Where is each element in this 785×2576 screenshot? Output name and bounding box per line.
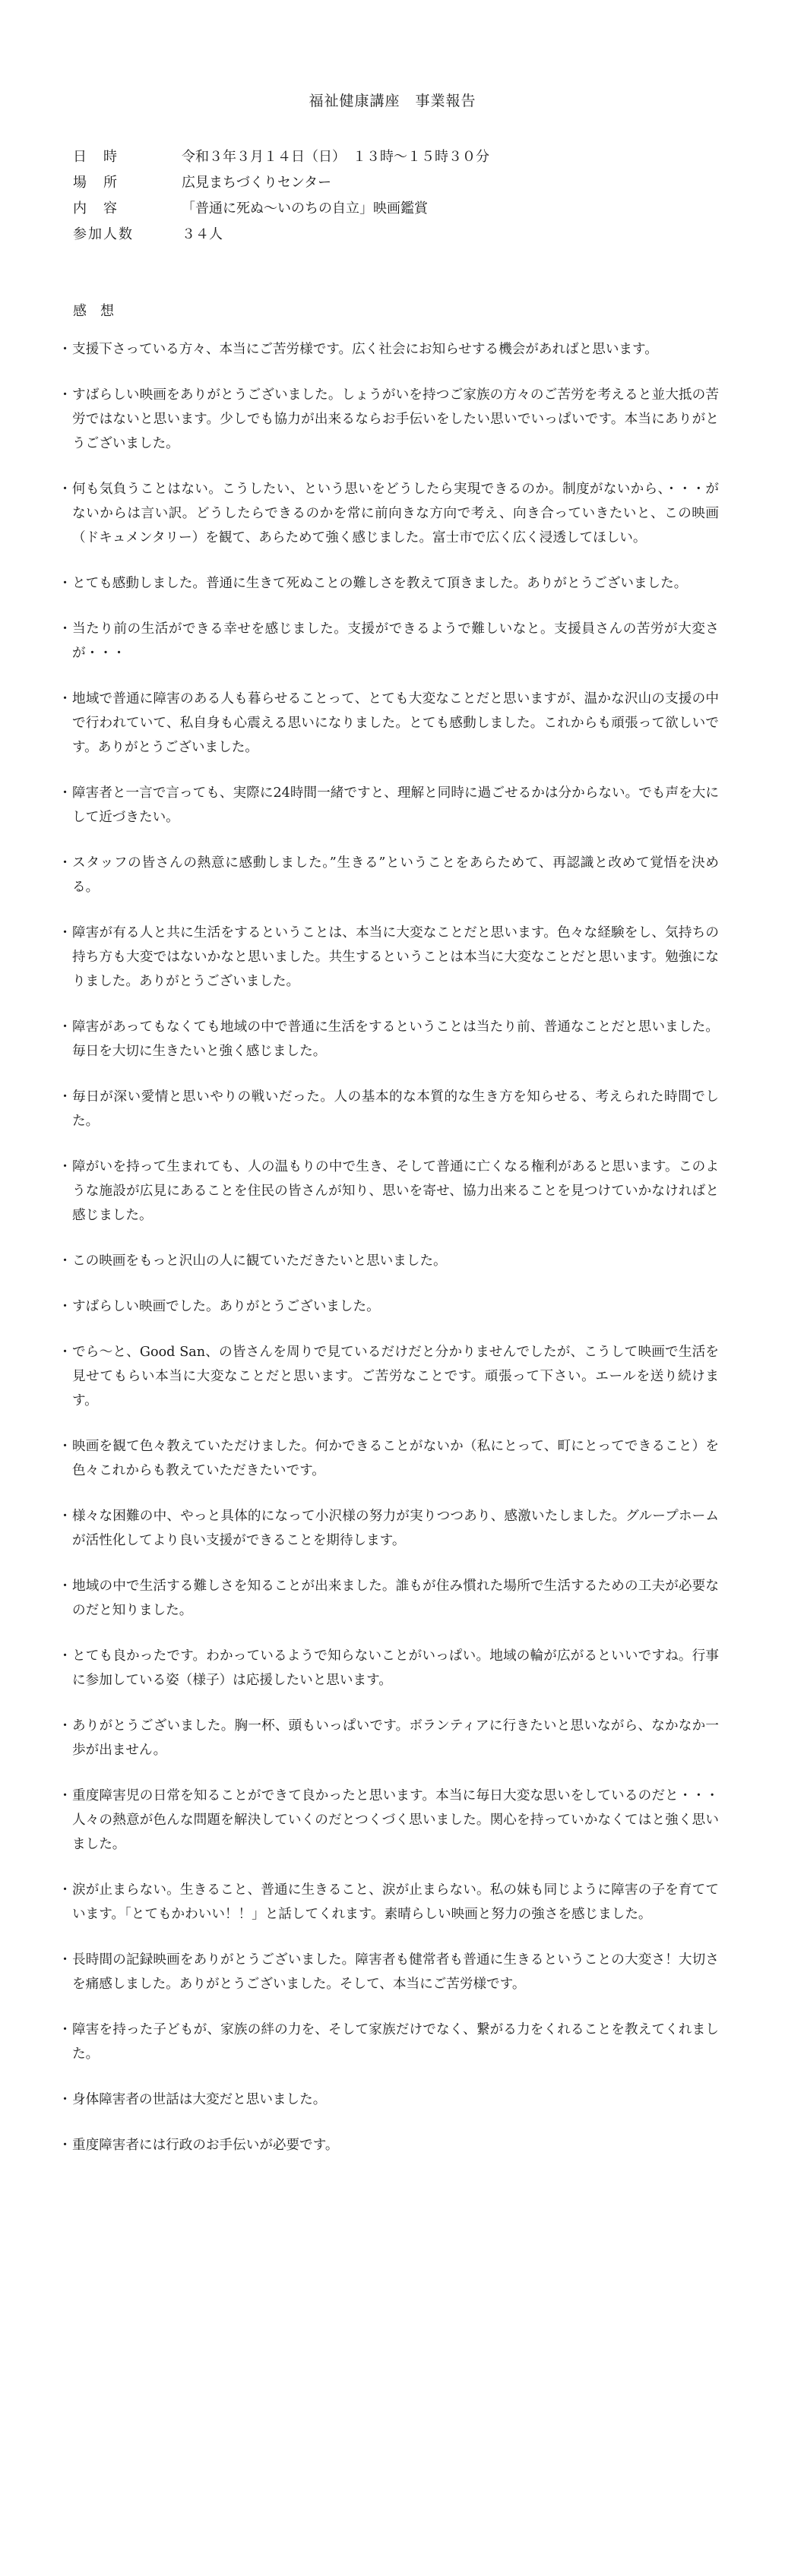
comment-item <box>58 1085 719 1133</box>
comment-item <box>58 383 719 456</box>
bullet-mark: ・ <box>58 1579 72 1594</box>
bullet-mark: ・ <box>58 1253 72 1269</box>
comment-item <box>58 687 719 760</box>
bullet-mark: ・ <box>58 621 72 637</box>
comment-list <box>58 337 719 2179</box>
bullet-mark: ・ <box>58 1299 72 1314</box>
bullet-mark: ・ <box>58 1089 72 1105</box>
comment-text: 様々な困難の中、やっと具体的になって小沢様の努力が実りつつあり、感激いたしました。グループホームが活性化してより良い支援ができることを期待します。 <box>72 1509 719 1548</box>
bullet-mark: ・ <box>58 1345 72 1360</box>
bullet-mark: ・ <box>58 1439 72 1454</box>
comment-text: 地域で普通に障害のある人も暮らせることって、とても大変なことだと思いますが、温かな沢山の支援の中で行われていて、私自身も心震える思いになりました。とても感動しました。これからも頑張って欲しいです。ありがとうございました。 <box>72 691 719 755</box>
comment-text: 障害があってもなくても地域の中で普通に生活をするということは当たり前、普通なことだと思いました。毎日を大切に生きたいと強く感じました。 <box>72 1019 719 1059</box>
place-label: 場 所 <box>73 175 119 191</box>
comment-text: 長時間の記録映画をありがとうございました。障害者も健常者も普通に生きるということの大変さ！大切さを痛感しました。ありがとうございました。そして、本当にご苦労様です。 <box>72 1952 719 1992</box>
comment-text: 支援下さっている方々、本当にご苦労様です。広く社会にお知らせする機会があればと思います。 <box>72 342 658 357</box>
event-info <box>73 144 489 248</box>
info-row-place <box>73 170 489 196</box>
bullet-mark: ・ <box>58 925 72 940</box>
bullet-mark: ・ <box>58 387 72 403</box>
comment-text: 身体障害者の世話は大変だと思いました。 <box>72 2092 327 2107</box>
bullet-mark: ・ <box>58 342 72 357</box>
comment-text: スタッフの皆さんの熱意に感動しました。”生きる”ということをあらためて、再認識と改めて覚悟を決める。 <box>72 855 719 895</box>
comment-item <box>58 2018 719 2066</box>
info-row-content <box>73 196 489 222</box>
comment-item <box>58 477 719 550</box>
bullet-mark: ・ <box>58 2022 72 2037</box>
comment-text: 映画を観て色々教えていただけました。何かできることがないか（私にとって、町にとってできること）を色々これからも教えていただきたいです。 <box>72 1439 719 1478</box>
comment-text: 障害を持った子どもが、家族の絆の力を、そして家族だけでなく、繋がる力をくれることを教えてくれました。 <box>72 2022 719 2062</box>
comment-text: 何も気負うことはない。こうしたい、という思いをどうしたら実現できるのか。制度がないから、・・・がないからは言い訳。どうしたらできるのかを常に前向きな方向で考え、向き合っていきたいと、この映画（ドキュメンタリー）を観て、あらためて強く感じました。富士市で広く広く浸透してほしい。 <box>72 482 719 545</box>
bullet-mark: ・ <box>58 2092 72 2107</box>
comment-item <box>58 571 719 596</box>
bullet-mark: ・ <box>58 1648 72 1664</box>
bullet-mark: ・ <box>58 1788 72 1803</box>
comment-text: 涙が止まらない。生きること、普通に生きること、涙が止まらない。私の妹も同じように障害の子を育てています。「とてもかわいい！！」と話してくれます。素晴らしい映画と努力の強さを感じました。 <box>72 1882 719 1922</box>
place-value: 広見まちづくりセンター <box>182 175 332 191</box>
report-title: 福祉健康講座 事業報告 <box>309 93 476 109</box>
bullet-mark: ・ <box>58 2138 72 2153</box>
content-label: 内 容 <box>73 201 119 217</box>
bullet-mark: ・ <box>58 1509 72 1524</box>
comment-item <box>58 1784 719 1857</box>
bullet-mark: ・ <box>58 482 72 497</box>
comment-item <box>58 1644 719 1693</box>
bullet-mark: ・ <box>58 691 72 706</box>
comment-text: 障害者と一言で言っても、実際に24時間一緒ですと、理解と同時に過ごせるかは分からない。でも声を大にして近づきたい。 <box>72 785 719 825</box>
attendance-value: ３４人 <box>182 226 223 242</box>
comment-text: 地域の中で生活する難しさを知ることが出来ました。誰もが住み慣れた場所で生活するための工夫が必要なのだと知りました。 <box>72 1579 719 1618</box>
comment-item <box>58 1249 719 1273</box>
bullet-mark: ・ <box>58 785 72 801</box>
comment-item <box>58 1340 719 1413</box>
comment-text: でら～と、Good San、の皆さんを周りで見ているだけだと分かりませんでしたが、こうして映画で生活を見せてもらい本当に大変なことだと思います。ご苦労なことです。頑張って下さい。エールを送り続けます。 <box>72 1345 719 1408</box>
comment-item <box>58 1155 719 1228</box>
comment-item <box>58 2088 719 2112</box>
impressions-heading: 感想 <box>73 303 128 319</box>
bullet-mark: ・ <box>58 855 72 871</box>
comment-item <box>58 781 719 830</box>
comment-item <box>58 851 719 899</box>
comment-item <box>58 1878 719 1926</box>
comment-text: ありがとうございました。胸一杯、頭もいっぱいです。ボランティアに行きたいと思いながら、なかなか一歩が出ません。 <box>72 1718 719 1758</box>
comment-text: とても良かったです。わかっているようで知らないことがいっぱい。地域の輪が広がるといいですね。行事に参加している姿（様子）は応援したいと思います。 <box>72 1648 719 1688</box>
comment-item <box>58 1434 719 1483</box>
bullet-mark: ・ <box>58 1159 72 1174</box>
info-row-datetime <box>73 144 489 170</box>
comment-text: 重度障害児の日常を知ることができて良かったと思います。本当に毎日大変な思いをしているのだと・・・人々の熱意が色んな問題を解決していくのだとつくづく思いました。関心を持っていかなくてはと強く思いました。 <box>72 1788 719 1852</box>
content-value: 「普通に死ぬ～いのちの自立」映画鑑賞 <box>182 201 428 217</box>
bullet-mark: ・ <box>58 1952 72 1968</box>
comment-item <box>58 1294 719 1319</box>
comment-text: 当たり前の生活ができる幸せを感じました。支援ができるようで難しいなと。支援員さんの苦労が大変さが・・・ <box>72 621 719 661</box>
comment-item <box>58 2133 719 2157</box>
comment-text: 障がいを持って生まれても、人の温もりの中で生き、そして普通に亡くなる権利があると思います。このような施設が広見にあることを住民の皆さんが知り、思いを寄せ、協力出来ることを見つけていかなければと感じました。 <box>72 1159 719 1223</box>
comment-item <box>58 921 719 994</box>
comment-text: 障害が有る人と共に生活をするということは、本当に大変なことだと思います。色々な経験をし、気持ちの持ち方も大変ではないかなと思いました。共生するということは本当に大変なことだと思います。勉強になりました。ありがとうございました。 <box>72 925 719 989</box>
comment-text: とても感動しました。普通に生きて死ぬことの難しさを教えて頂きました。ありがとうございました。 <box>72 576 688 591</box>
comment-text: 重度障害者には行政のお手伝いが必要です。 <box>72 2138 339 2153</box>
bullet-mark: ・ <box>58 1019 72 1035</box>
comment-item <box>58 1948 719 1996</box>
datetime-label: 日 時 <box>73 149 119 165</box>
bullet-mark: ・ <box>58 1718 72 1734</box>
comment-item <box>58 1504 719 1553</box>
attendance-label: 参加人数 <box>73 226 134 242</box>
comment-item <box>58 1714 719 1762</box>
comment-item <box>58 617 719 665</box>
comment-item <box>58 337 719 362</box>
info-row-attendance <box>73 222 489 248</box>
bullet-mark: ・ <box>58 1882 72 1898</box>
comment-text: この映画をもっと沢山の人に観ていただきたいと思いました。 <box>72 1253 447 1269</box>
comment-text: すばらしい映画をありがとうございました。しょうがいを持つご家族の方々のご苦労を考えると並大抵の苦労ではないと思います。少しでも協力が出来るならお手伝いをしたい思いでいっぱいです。本当にありがとうございました。 <box>72 387 719 451</box>
datetime-value: 令和３年３月１４日（日） １３時～１５時３０分 <box>182 149 489 165</box>
bullet-mark: ・ <box>58 576 72 591</box>
comment-text: 毎日が深い愛情と思いやりの戦いだった。人の基本的な本質的な生き方を知らせる、考えられた時間でした。 <box>72 1089 719 1129</box>
comment-item <box>58 1574 719 1623</box>
comment-text: すばらしい映画でした。ありがとうございました。 <box>72 1299 380 1314</box>
comment-item <box>58 1015 719 1064</box>
